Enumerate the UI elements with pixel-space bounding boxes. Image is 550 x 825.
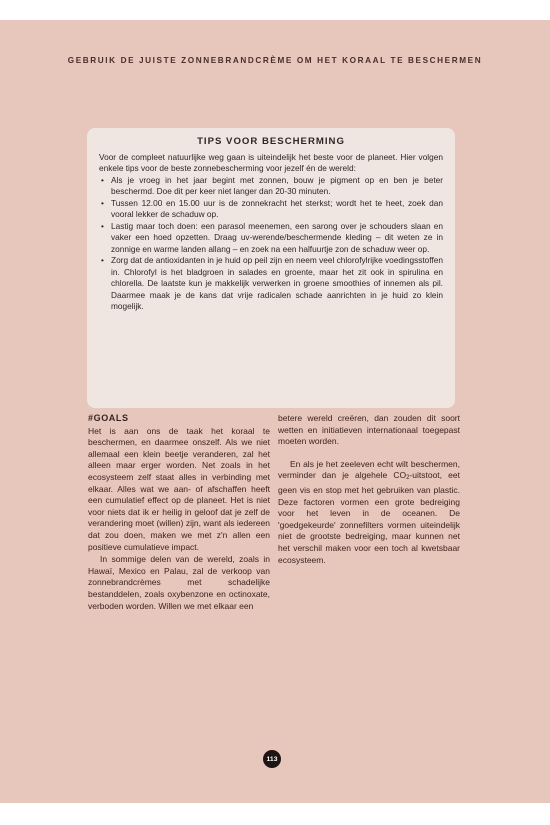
tip-item: • Lastig maar toch doen: een parasol meenemen, een sarong over je schouders slaan en vaker een hoed opzetten. Draag uv-werende/beschermende kleding – dit weten ze in zonnige en warme landen allang – en zoek na een halfuurtje zon de schaduw weer op. (111, 221, 443, 256)
body-text: En als je het zeeleven echt wilt beschermen, verminder dan je algehele CO (278, 458, 460, 481)
body-paragraph: betere wereld creëren, dan zouden dit soort wetten en initiatieven internationaal toegepast moeten worden. (278, 413, 460, 447)
tips-title: TIPS VOOR BESCHERMING (197, 136, 345, 147)
tip-item: • Zorg dat de antioxidanten in je huid op peil zijn en neem veel chlorofylrijke voedingsstoffen in. Chlorofyl is het bladgroen in salades en groente, maar het zit ook in spirulina en chlorella. De laatste kun je makkelijk verwerken in groene smoothies of innemen als pil. Daarmee maak je de kans dat vrije radicalen schade aanrichten in je huid zo klein mogelijk. (111, 255, 443, 313)
body-paragraph: Het is aan ons de taak het koraal te beschermen, en daarmee onszelf. Als we niet allemaal een klein beetje veranderen, zal het alleen maar erger worden. Net zoals in het ecosysteem zelf staat alles in verbinding met elkaar. Alles wat we aan- of afschaffen heeft een cumulatief effect op de planeet. Het is niet voor niets dat ik er heilig in geloof dat je zelf de verandering moet (willen) zijn, want als iedereen dat zou doen, maken we met z'n allen een positieve cumulatieve impact. (88, 425, 270, 552)
body-paragraph (278, 459, 460, 566)
tips-intro: Voor de compleet natuurlijke weg gaan is uiteindelijk het beste voor de planeet. Hier volgen enkele tips voor de beste zonnebescherming voor jezelf én de wereld: (99, 151, 443, 173)
body-paragraph: In sommige delen van de wereld, zoals in Hawaï, Mexico en Palau, zal de verkoop van zonnebrandcrèmes met schadelijke bestanddelen, zoals oxybenzone en octinoxate, verboden worden. Willen we met elkaar een (88, 554, 270, 611)
tip-item: • Tussen 12.00 en 15.00 uur is de zonnekracht het sterkst; wordt het te heet, zoek dan vooral lekker de schaduw op. (111, 198, 443, 221)
body-column-right (278, 413, 460, 566)
subscript-text: 2 (406, 475, 410, 482)
tips-box (87, 128, 455, 408)
tips-list (99, 175, 443, 313)
running-head: GEBRUIK DE JUISTE ZONNEBRANDCRÈME OM HET KORAAL TE BESCHERMEN (67, 56, 483, 65)
book-page (0, 20, 550, 803)
page-number: 113 (263, 750, 281, 768)
body-text: -uitstoot, eet geen vis en stop met het gebruiken van plastic. Deze factoren vormen een grote bedreiging voor het leven in de oceanen. De 'goedgekeurde' zonnefilters vormen uiteindelijk niet de grootste bedreiging, maar kunnen net het verschil maken voor een toch al kwetsbaar ecosysteem. (278, 470, 460, 565)
section-heading: #GOALS (88, 413, 129, 423)
tip-item: • Als je vroeg in het jaar begint met zonnen, bouw je pigment op en ben je beter beschermd. Doe dit per keer niet langer dan 20-30 minuten. (111, 175, 443, 198)
body-column-left (88, 413, 270, 612)
